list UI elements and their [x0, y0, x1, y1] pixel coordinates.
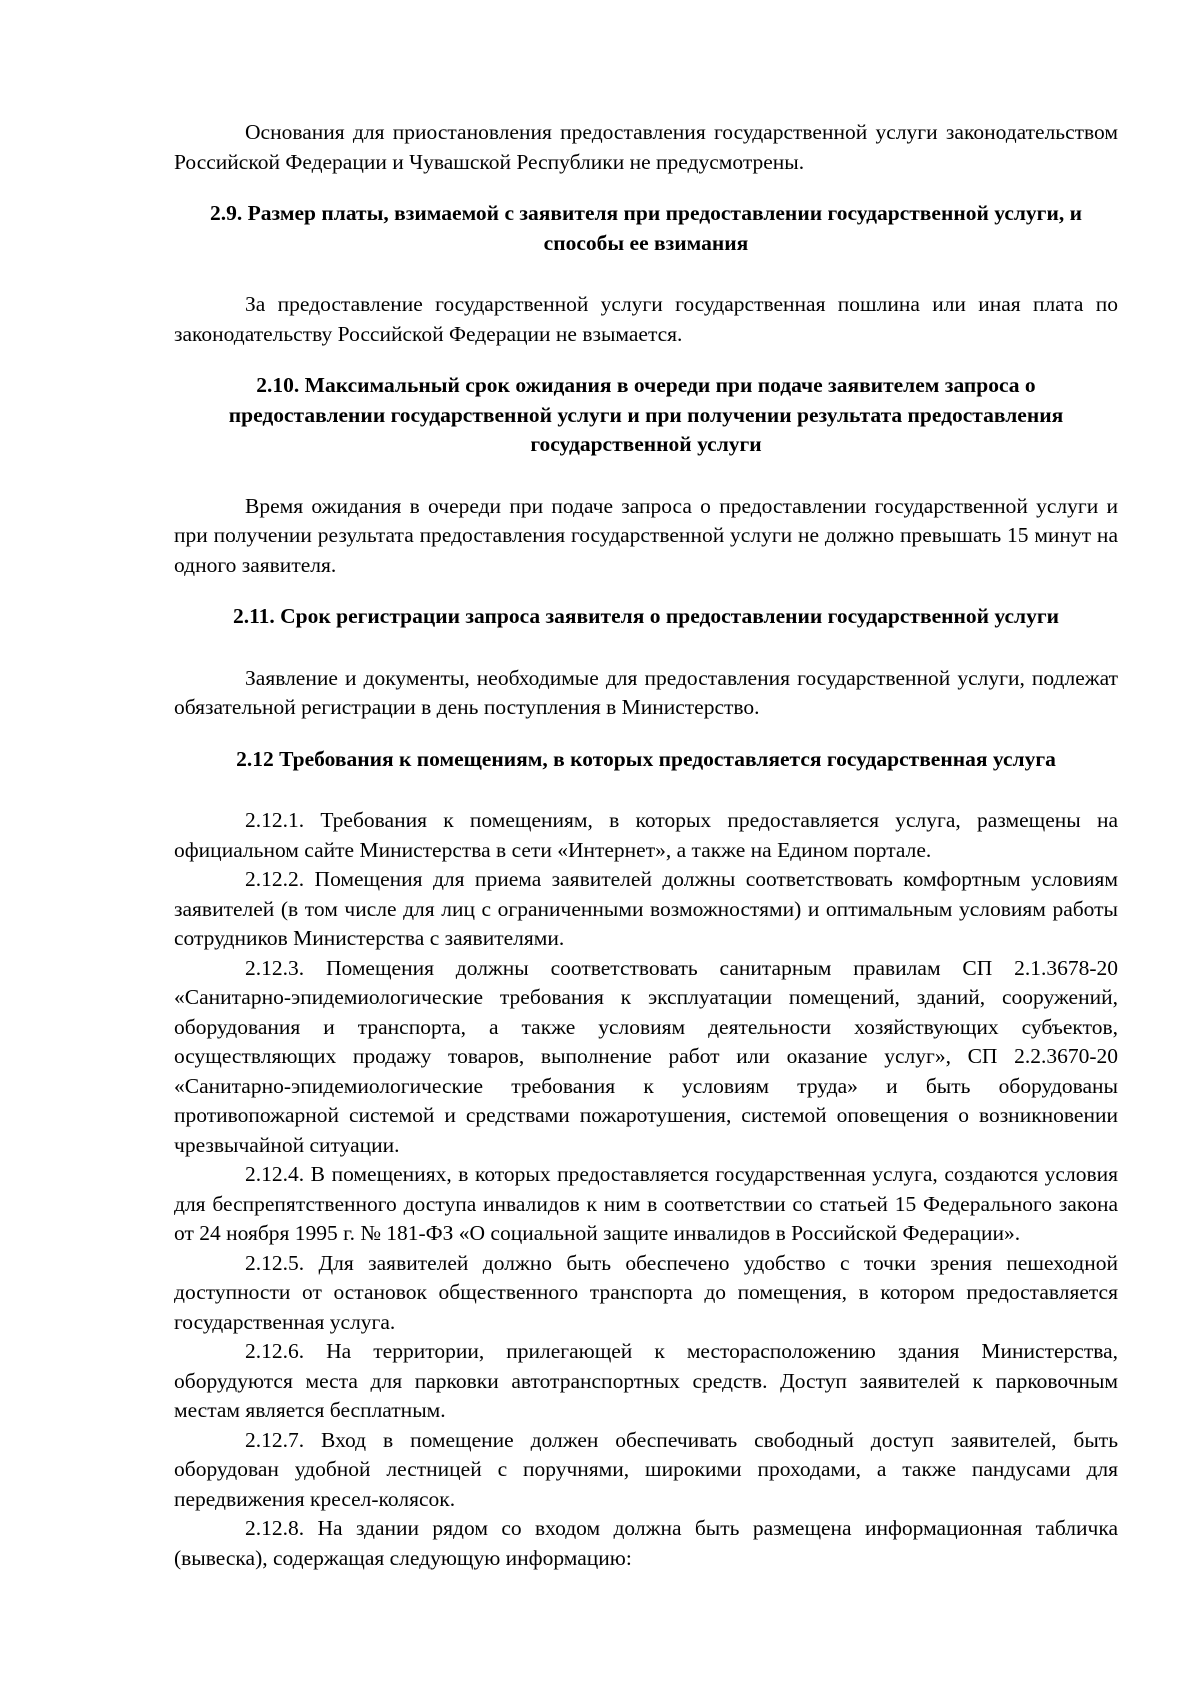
document-body [174, 118, 1118, 1573]
section-heading-2-12: 2.12 Требования к помещениям, в которых предоставляется государственная услуга [236, 746, 1056, 771]
paragraph-2-12-6: 2.12.6. На территории, прилегающей к месторасположению здания Министерства, оборудуются места для парковки автотранспортных средств. Доступ заявителей к парковочным местам является бесплатным. [174, 1339, 1118, 1422]
paragraph-2-12-2: 2.12.2. Помещения для приема заявителей должны соответствовать комфортным условиям заявителей (в том числе для лиц с ограниченными возможностями) и оптимальным условиям работы сотрудников Министерства с заявителями. [174, 867, 1118, 950]
paragraph-2-12-8: 2.12.8. На здании рядом со входом должна быть размещена информационная табличка (вывеска), содержащая следующую информацию: [174, 1516, 1118, 1570]
paragraph-2-12-5: 2.12.5. Для заявителей должно быть обеспечено удобство с точки зрения пешеходной доступности от остановок общественного транспорта до помещения, в котором предоставляется государственная услуга. [174, 1250, 1118, 1334]
paragraph-2-12-3: 2.12.3. Помещения должны соответствовать санитарным правилам СП 2.1.3678-20 «Санитарно-эпидемиологические требования к эксплуатации помещений, зданий, сооружений, оборудования и транспорта, а также условиям деятельности хозяйствующих субъектов, осуществляющих продажу товаров, выполнение работ или оказание услуг», СП 2.2.3670-20 «Санитарно-эпидемиологические требования к условиям труда» и быть оборудованы противопожарной системой и средствами пожаротушения, системой оповещения о возникновении чрезвычайной ситуации. [174, 955, 1118, 1157]
paragraph-2-12-4: 2.12.4. В помещениях, в которых предоставляется государственная услуга, создаются условия для беспрепятственного доступа инвалидов к ним в соответствии со статьей 15 Федерального закона от 24 ноября 1995 г. № 181-ФЗ «О социальной защите инвалидов в Российской Федерации». [174, 1162, 1118, 1245]
section-heading-2-10: 2.10. Максимальный срок ожидания в очереди при подаче заявителем запроса о предоставлении государственной услуги и при получении результата предоставления государственной услуги [228, 373, 1064, 456]
paragraph-2-11: Заявление и документы, необходимые для предоставления государственной услуги, подлежат обязательной регистрации в день поступления в Министерство. [174, 665, 1118, 719]
paragraph-2-12-7: 2.12.7. Вход в помещение должен обеспечивать свободный доступ заявителей, быть оборудован удобной лестницей с поручнями, широкими проходами, а также пандусами для передвижения кресел-колясок. [174, 1427, 1118, 1511]
section-heading-2-9: 2.9. Размер платы, взимаемой с заявителя при предоставлении государственной услуги, и способы ее взимания [210, 201, 1082, 255]
paragraph-2-10: Время ожидания в очереди при подаче запроса о предоставлении государственной услуги и при получении результата предоставления государственной услуги не должно превышать 15 минут на одного заявителя. [174, 493, 1118, 577]
section-heading-2-11: 2.11. Срок регистрации запроса заявителя о предоставлении государственной услуги [232, 604, 1060, 628]
paragraph-2-9: За предоставление государственной услуги государственная пошлина или иная плата по законодательству Российской Федерации не взымается. [174, 292, 1118, 346]
paragraph-suspension: Основания для приостановления предоставления государственной услуги законодательством Российской Федерации и Чувашской Республики не предусмотрены. [174, 120, 1118, 174]
paragraph-2-12-1: 2.12.1. Требования к помещениям, в которых предоставляется услуга, размещены на официальном сайте Министерства в сети «Интернет», а также на Едином портале. [174, 808, 1118, 862]
